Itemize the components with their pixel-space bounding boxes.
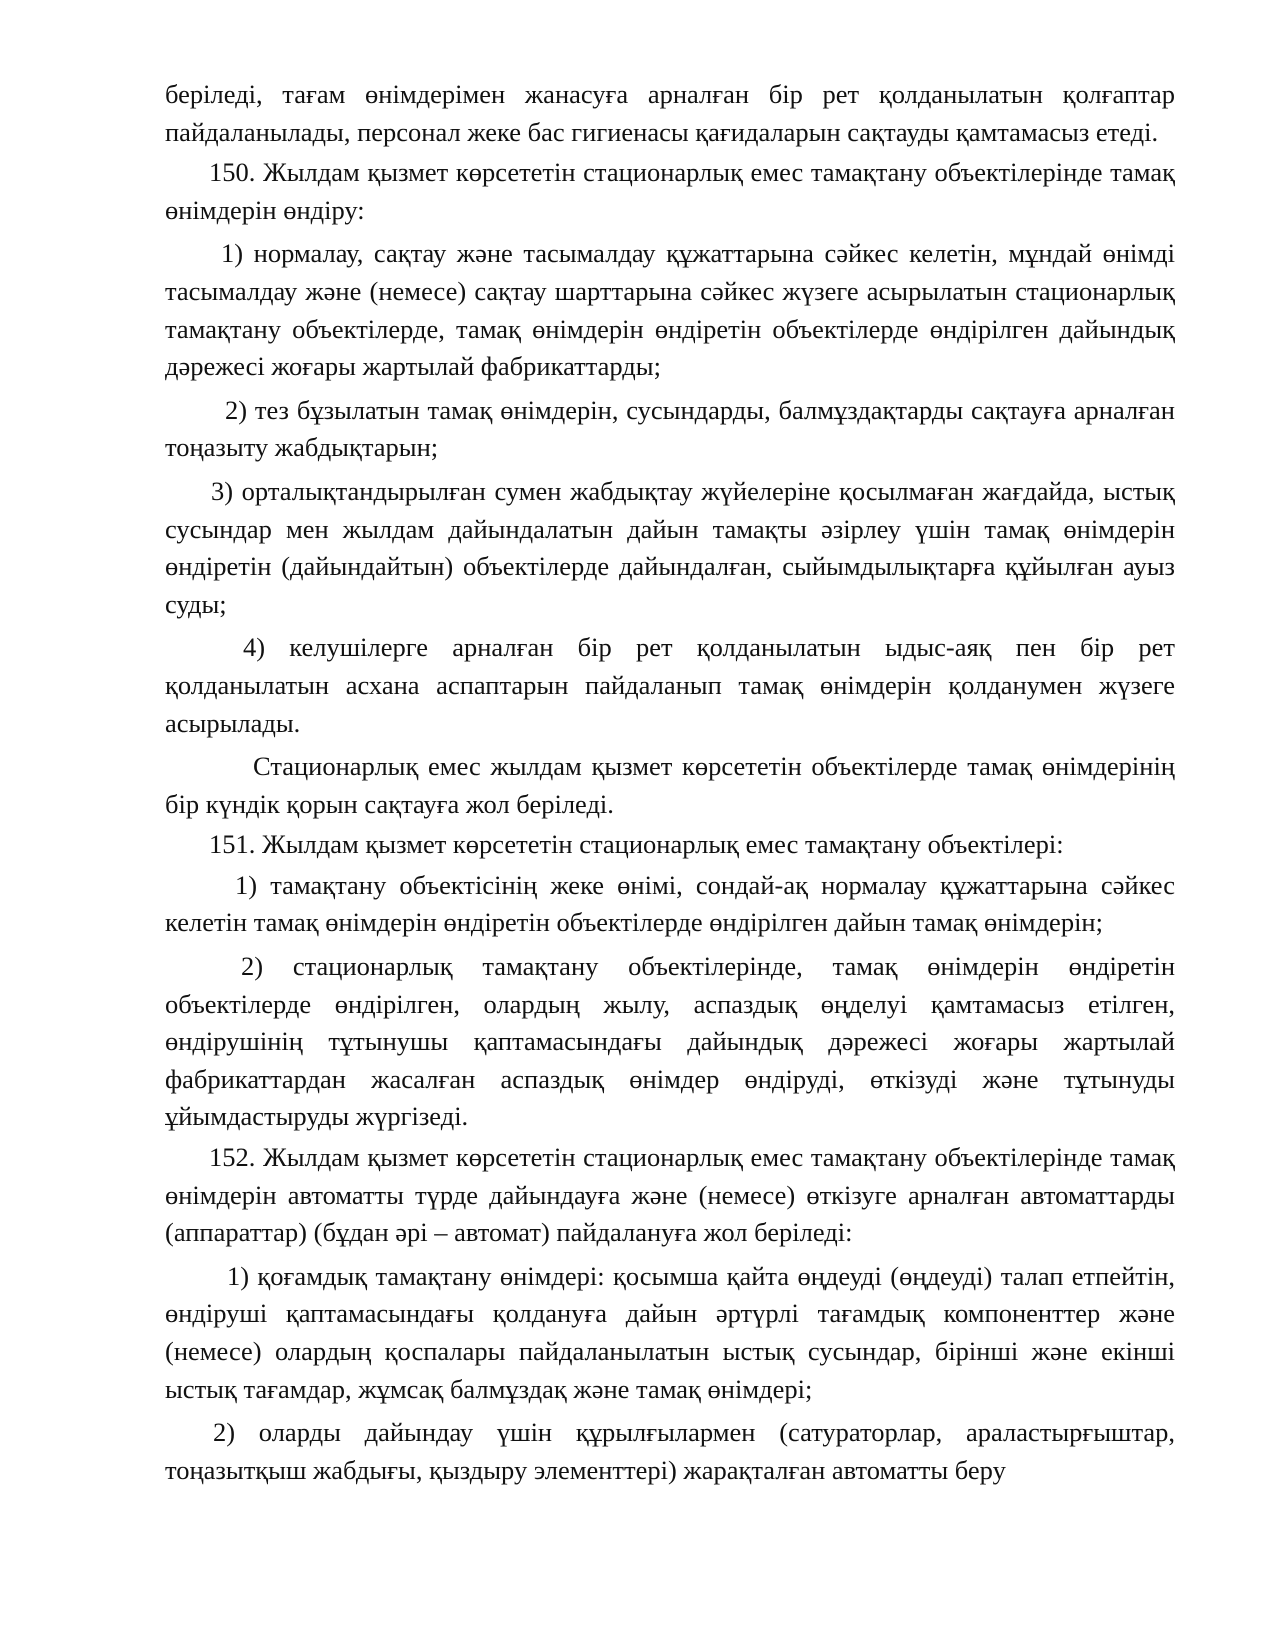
paragraph-continuation: беріледі, тағам өнімдерімен жанасуға арналған бір рет қолданылатын қолғаптар пайдаланылады, персонал жеке бас гигиенасы қағидаларын сақтауды қамтамасыз етеді. <box>165 79 1175 147</box>
paragraph-151-item-2: 2) стационарлық тамақтану объектілерінде, тамақ өнімдерін өндіретін объектілерде өндірілген, олардың жылу, аспаздық өңделуі қамтамасыз етілген, өндірушінің тұтынушы қаптамасындағы дайындық дәрежесі жоғары жартылай фабрикаттардан жасалған аспаздық өнімдер өндіруді, өткізуді және тұтынуды ұйымдастыруды жүргізеді. <box>165 951 1175 1132</box>
paragraph-150-item-1: 1) нормалау, сақтау және тасымалдау құжаттарына сәйкес келетін, мұндай өнімді тасымалдау және (немесе) сақтау шарттарына сәйкес жүзеге асырылатын стационарлық тамақтану объектілерде, тамақ өнімдерін өндіретін объектілерде өндірілген дайындық дәрежесі жоғары жартылай фабрикаттарды; <box>165 238 1175 382</box>
paragraph-150-item-4: 4) келушілерге арналған бір рет қолданылатын ыдыс-аяқ пен бір рет қолданылатын асхана аспаптарын пайдаланып тамақ өнімдерін қолданумен жүзеге асырылады. <box>165 632 1175 738</box>
paragraph-151-item-1: 1) тамақтану объектісінің жеке өнімі, сондай-ақ нормалау құжаттарына сәйкес келетін тамақ өнімдерін өндіретін объектілерде өндірілген дайын тамақ өнімдерін; <box>165 869 1175 938</box>
paragraph-150-item-2: 2) тез бұзылатын тамақ өнімдерін, сусындарды, балмұздақтарды сақтауға арналған тоңазыту жабдықтарын; <box>165 394 1175 463</box>
paragraph-152-item-1: 1) қоғамдық тамақтану өнімдері: қосымша қайта өңдеуді (өңдеуді) талап етпейтін, өндіруші қаптамасындағы қолдануға дайын әртүрлі тағамдық компоненттер және (немесе) олардың қоспалары пайдаланылатын ыстық сусындар, бірінші және екінші ыстық тағамдар, жұмсақ балмұздақ және тамақ өнімдері; <box>165 1260 1175 1404</box>
paragraph-section-152: 152. Жылдам қызмет көрсететін стационарлық емес тамақтану объектілерінде тамақ өнімдерін автоматты түрде дайындауға және (немесе) өткізуге арналған автоматтарды (аппараттар) (бұдан әрі – автомат) пайдалануға жол беріледі: <box>165 1142 1175 1248</box>
paragraph-152-item-2: 2) оларды дайындау үшін құрылғылармен (сатураторлар, араластырғыштар, тоңазытқыш жабдығы, қыздыру элементтері) жарақталған автоматты беру <box>165 1417 1175 1485</box>
paragraph-section-150: 150. Жылдам қызмет көрсететін стационарлық емес тамақтану объектілерінде тамақ өнімдерін өндіру: <box>165 157 1175 225</box>
paragraph-section-151: 151. Жылдам қызмет көрсететін стационарлық емес тамақтану объектілері: <box>209 829 1064 860</box>
paragraph-150-item-3: 3) орталықтандырылған сумен жабдықтау жүйелеріне қосылмаған жағдайда, ыстық сусындар мен жылдам дайындалатын дайын тамақты әзірлеу үшін тамақ өнімдерін өндіретін (дайындайтын) объектілерде дайындалған, сыйымдылықтарға құйылған ауыз суды; <box>165 475 1175 619</box>
paragraph-150-note: Стационарлық емес жылдам қызмет көрсететін объектілерде тамақ өнімдерінің бір күндік қорын сақтауға жол беріледі. <box>165 751 1175 819</box>
document-page <box>165 76 1175 1489</box>
